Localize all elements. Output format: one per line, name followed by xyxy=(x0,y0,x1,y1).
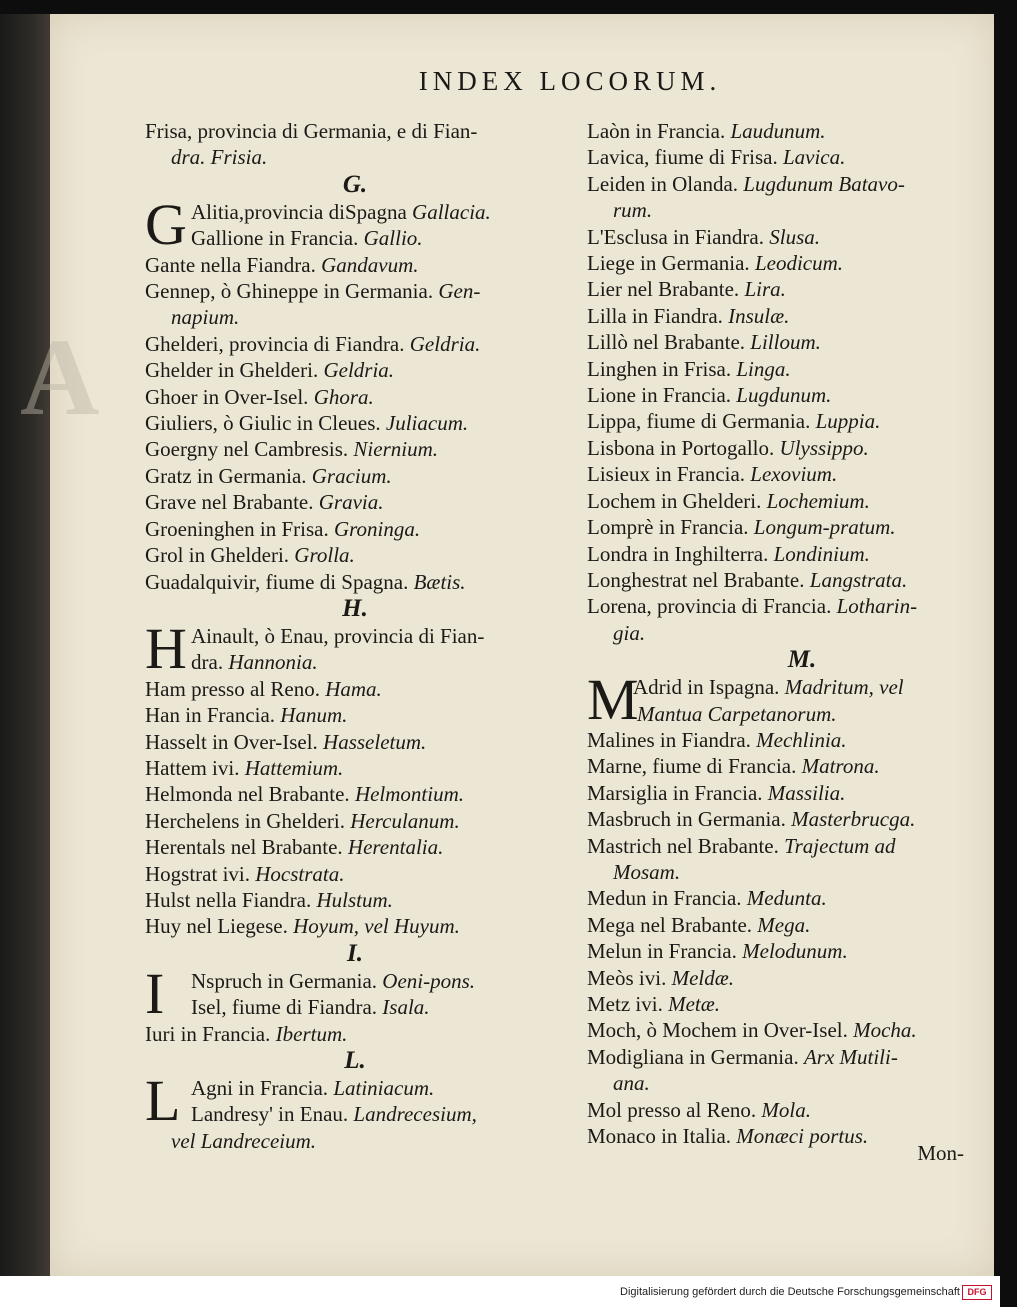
latin-name: Linga. xyxy=(736,356,791,381)
latin-name: Gallio. xyxy=(363,226,423,251)
place-name: Gallione in Francia. xyxy=(191,226,364,251)
index-entry xyxy=(587,885,1017,911)
dfg-logo: DFG xyxy=(962,1285,992,1300)
index-entry xyxy=(145,569,565,595)
latin-name: Medunta. xyxy=(746,886,827,911)
place-name: Helmonda nel Brabante. xyxy=(145,782,355,807)
latin-name: Landrecesium, xyxy=(353,1102,477,1127)
place-name: Lavica, fiume di Frisa. xyxy=(587,145,783,170)
index-entry xyxy=(145,887,565,913)
latin-name: Mosam. xyxy=(613,859,681,884)
place-name: Hasselt in Over-Isel. xyxy=(145,729,324,754)
index-entry xyxy=(587,541,1017,567)
index-entry xyxy=(587,303,1017,329)
latin-name: Lochemium. xyxy=(766,488,870,513)
place-name: Guadalquivir, fiume di Spagna. xyxy=(145,569,414,594)
index-entry xyxy=(587,1017,1017,1043)
index-entry xyxy=(145,623,565,649)
index-entry xyxy=(587,171,1017,197)
index-entry xyxy=(587,780,1017,806)
index-entry xyxy=(145,808,565,834)
latin-name: Massilia. xyxy=(767,780,846,805)
latin-name: vel Landreceium. xyxy=(171,1128,317,1153)
place-name: Hogstrat ivi. xyxy=(145,861,256,886)
place-name: Liege in Germania. xyxy=(587,251,755,276)
place-name: Leiden in Olanda. xyxy=(587,171,744,196)
place-name: Agni in Francia. xyxy=(191,1076,334,1100)
place-name: Linghen in Frisa. xyxy=(587,356,737,381)
latin-name: Geldria. xyxy=(409,331,481,356)
index-entry xyxy=(145,755,565,781)
place-name: Lorena, provincia di Francia. xyxy=(587,594,837,619)
place-name: Lione in Francia. xyxy=(587,383,737,408)
place-name: Lisieux in Francia. xyxy=(587,462,751,487)
place-name: Grol in Ghelderi. xyxy=(145,543,295,568)
latin-name: Hama. xyxy=(325,676,382,701)
latin-name: Ghora. xyxy=(313,384,374,409)
index-entry xyxy=(587,938,1017,964)
place-name: Melun in Francia. xyxy=(587,939,743,964)
section-letter: G. xyxy=(342,170,368,198)
latin-name: Masterbrucga. xyxy=(791,807,916,832)
latin-name: Gallacia. xyxy=(412,199,491,224)
latin-name: Hanum. xyxy=(280,703,348,728)
index-entry xyxy=(587,224,1017,250)
index-entry xyxy=(145,252,565,278)
latin-name: Hocstrata. xyxy=(255,861,345,886)
latin-name: Meldæ. xyxy=(671,965,734,990)
index-entry xyxy=(587,965,1017,991)
index-entry xyxy=(145,994,565,1020)
latin-name: Mola. xyxy=(761,1097,811,1122)
index-entry-continuation xyxy=(145,1128,565,1154)
index-entry xyxy=(587,514,1017,540)
index-entry xyxy=(145,516,565,542)
place-name: Han in Francia. xyxy=(145,703,281,728)
index-entry xyxy=(587,276,1017,302)
place-name: Lomprè in Francia. xyxy=(587,515,754,540)
place-name: Marsiglia in Francia. xyxy=(587,780,768,805)
latin-name: Hoyum, vel Huyum. xyxy=(293,914,460,939)
latin-name: Bætis. xyxy=(413,569,466,594)
index-entry-continuation xyxy=(145,304,565,330)
place-name: Ham presso al Reno. xyxy=(145,676,326,701)
index-entry-continuation xyxy=(587,197,1017,223)
latin-name: Gravia. xyxy=(318,490,384,515)
index-entry xyxy=(587,250,1017,276)
index-entry xyxy=(145,1021,565,1047)
latin-name: Mantua Carpetanorum. xyxy=(637,701,837,726)
latin-name: Isala. xyxy=(382,995,430,1020)
index-entry xyxy=(145,1075,565,1101)
place-name: Adrid in Ispagna. xyxy=(633,675,785,700)
place-name: Goergny nel Cambresis. xyxy=(145,437,354,462)
place-name: Modigliana in Germania. xyxy=(587,1044,804,1069)
latin-name: Langstrata. xyxy=(809,567,908,592)
place-name: Ghelder in Ghelderi. xyxy=(145,358,324,383)
latin-name: Lotharin- xyxy=(836,594,918,619)
index-entry xyxy=(145,834,565,860)
latin-name: Arx Mutili- xyxy=(803,1044,898,1069)
latin-name: Melodunum. xyxy=(742,939,848,964)
latin-name: Lugdunum. xyxy=(736,383,832,408)
page-header: INDEX LOCORUM. xyxy=(418,66,722,96)
index-entry xyxy=(587,674,1017,700)
latin-name: Gen- xyxy=(438,279,481,304)
latin-name: Monæci portus. xyxy=(736,1124,869,1149)
index-entry-continuation xyxy=(587,620,1017,646)
place-name: Lier nel Brabante. xyxy=(587,277,745,302)
index-entry xyxy=(145,410,565,436)
place-name: Giuliers, ò Giulic in Cleues. xyxy=(145,411,386,436)
latin-name: Longum-pratum. xyxy=(753,515,896,540)
section-letter: I. xyxy=(347,939,363,967)
latin-name: Matrona. xyxy=(801,754,880,779)
index-entry xyxy=(145,357,565,383)
place-name: Monaco in Italia. xyxy=(587,1124,737,1149)
place-name: Landresy' in Enau. xyxy=(191,1102,354,1127)
place-name: Metz ivi. xyxy=(587,992,669,1016)
latin-name: Herculanum. xyxy=(350,808,460,833)
place-name: Gratz in Germania. xyxy=(145,463,312,488)
latin-name: dra. Frisia. xyxy=(171,145,268,170)
latin-name: Lavica. xyxy=(782,145,846,170)
place-name: Laòn in Francia. xyxy=(587,119,731,143)
latin-name: Hattemium. xyxy=(244,755,344,780)
latin-name: Hannonia. xyxy=(228,650,318,675)
index-entry xyxy=(145,331,565,357)
index-column-left xyxy=(145,118,565,1154)
place-name: Hulst nella Fiandra. xyxy=(145,887,317,912)
place-name: Moch, ò Mochem in Over-Isel. xyxy=(587,1018,854,1043)
place-name: Mega nel Brabante. xyxy=(587,912,758,937)
place-name: Lochem in Ghelderi. xyxy=(587,488,767,513)
latin-name: Lilloum. xyxy=(750,330,821,355)
place-name: Mastrich nel Brabante. xyxy=(587,833,785,858)
latin-name: Mega. xyxy=(757,912,811,937)
place-name: Malines in Fiandra. xyxy=(587,727,757,752)
index-entry xyxy=(145,702,565,728)
place-name: Longhestrat nel Brabante. xyxy=(587,567,810,592)
index-entry xyxy=(587,567,1017,593)
latin-name: Lira. xyxy=(744,277,786,302)
index-entry xyxy=(145,913,565,939)
latin-name: Metæ. xyxy=(668,992,720,1016)
latin-name: Lexovium. xyxy=(750,462,838,487)
index-entry xyxy=(587,118,1017,144)
index-entry xyxy=(587,329,1017,355)
place-name: Lippa, fiume di Germania. xyxy=(587,409,816,434)
index-entry xyxy=(587,593,1017,619)
section-letter: M. xyxy=(787,646,817,674)
drop-cap: I xyxy=(145,960,165,1026)
index-entry xyxy=(145,225,565,251)
index-entry xyxy=(587,727,1017,753)
catchword: Mon- xyxy=(917,1141,964,1165)
index-entry xyxy=(587,833,1017,859)
book-page xyxy=(20,14,994,1276)
place-name: Frisa, provincia di Germania, e di Fian- xyxy=(145,119,478,143)
latin-name: Ulyssippo. xyxy=(779,435,869,460)
drop-cap: L xyxy=(145,1068,181,1133)
drop-cap: G xyxy=(145,191,187,257)
place-name: L'Esclusa in Fiandra. xyxy=(587,224,770,249)
index-entry xyxy=(587,806,1017,832)
section-letter: H. xyxy=(342,594,368,622)
index-entry xyxy=(145,118,565,144)
place-name: Mol presso al Reno. xyxy=(587,1097,762,1122)
index-entry-continuation xyxy=(587,1070,1017,1096)
index-entry-continuation xyxy=(145,144,565,170)
place-name: Herentals nel Brabante. xyxy=(145,835,348,860)
latin-name: napium. xyxy=(171,305,240,330)
place-name: Lisbona in Portogallo. xyxy=(587,435,780,460)
latin-name: Luppia. xyxy=(815,409,881,434)
index-entry xyxy=(587,461,1017,487)
latin-name: Latiniacum. xyxy=(333,1076,435,1100)
place-name: dra. xyxy=(191,650,229,675)
index-entry xyxy=(587,1097,1017,1123)
latin-name: Slusa. xyxy=(769,224,821,249)
book-binding xyxy=(0,14,50,1276)
latin-name: Grolla. xyxy=(294,543,355,568)
index-entry xyxy=(587,488,1017,514)
digitization-footer xyxy=(0,1276,1000,1307)
latin-name: Groninga. xyxy=(333,516,421,541)
latin-name: Niernium. xyxy=(353,437,439,462)
place-name: Lilla in Fiandra. xyxy=(587,303,729,328)
index-entry xyxy=(145,542,565,568)
place-name: Lillò nel Brabante. xyxy=(587,330,751,355)
latin-name: Geldria. xyxy=(323,358,395,383)
latin-name: Gandavum. xyxy=(321,252,419,277)
index-entry xyxy=(145,729,565,755)
index-entry xyxy=(145,1101,565,1127)
index-column-right xyxy=(587,118,1017,1149)
place-name: Nspruch in Germania. xyxy=(191,968,383,993)
index-entry xyxy=(587,382,1017,408)
place-name: Huy nel Liegese. xyxy=(145,914,294,939)
latin-name: Juliacum. xyxy=(385,411,469,436)
latin-name: ana. xyxy=(613,1071,650,1096)
bleed-through-letter: A xyxy=(20,316,100,438)
latin-name: Trajectum ad xyxy=(784,833,896,858)
index-entry xyxy=(145,676,565,702)
index-entry-continuation xyxy=(587,859,1017,885)
index-entry xyxy=(145,278,565,304)
latin-name: Leodicum. xyxy=(754,251,844,276)
latin-name: Laudunum. xyxy=(730,119,826,143)
place-name: Alitia,provincia diSpagna xyxy=(191,199,413,224)
latin-name: Insulæ. xyxy=(728,303,790,328)
index-entry xyxy=(587,435,1017,461)
latin-name: Lugdunum Batavo- xyxy=(743,171,905,196)
place-name: Groeninghen in Frisa. xyxy=(145,516,334,541)
latin-name: Oeni-pons. xyxy=(382,968,476,993)
index-entry xyxy=(145,968,565,994)
section-letter: L. xyxy=(344,1047,366,1074)
latin-name: gia. xyxy=(613,620,646,645)
latin-name: rum. xyxy=(613,198,653,223)
place-name: Gennep, ò Ghineppe in Germania. xyxy=(145,279,439,304)
latin-name: Hasseletum. xyxy=(323,729,427,754)
place-name: Medun in Francia. xyxy=(587,886,747,911)
latin-name: Mechlinia. xyxy=(756,727,847,752)
index-entry xyxy=(587,408,1017,434)
latin-name: Hulstum. xyxy=(316,887,393,912)
index-entry xyxy=(145,861,565,887)
place-name: Londra in Inghilterra. xyxy=(587,541,774,566)
index-entry xyxy=(145,436,565,462)
index-entry xyxy=(587,356,1017,382)
drop-cap: H xyxy=(145,615,187,681)
latin-name: Mocha. xyxy=(853,1018,917,1043)
place-name: Grave nel Brabante. xyxy=(145,490,319,515)
index-entry xyxy=(587,912,1017,938)
drop-cap: M xyxy=(587,667,639,733)
place-name: Ghelderi, provincia di Fiandra. xyxy=(145,331,410,356)
index-entry xyxy=(587,991,1017,1017)
place-name: Meòs ivi. xyxy=(587,965,672,990)
footer-credit: Digitalisierung gefördert durch die Deutsche Forschungsgemeinschaft xyxy=(620,1286,960,1298)
index-entry xyxy=(587,144,1017,170)
index-entry xyxy=(145,781,565,807)
index-entry xyxy=(587,753,1017,779)
place-name: Ghoer in Over-Isel. xyxy=(145,384,314,409)
latin-name: Herentalia. xyxy=(347,835,444,860)
place-name: Iuri in Francia. xyxy=(145,1021,276,1046)
index-entry-continuation xyxy=(587,701,1017,727)
place-name: Ainault, ò Enau, provincia di Fian- xyxy=(191,623,485,648)
place-name: Marne, fiume di Francia. xyxy=(587,754,802,779)
latin-name: Helmontium. xyxy=(354,782,465,807)
latin-name: Ibertum. xyxy=(275,1021,348,1046)
index-entry xyxy=(145,649,565,675)
place-name: Isel, fiume di Fiandra. xyxy=(191,995,383,1020)
index-entry xyxy=(145,384,565,410)
place-name: Herchelens in Ghelderi. xyxy=(145,808,351,833)
place-name: Masbruch in Germania. xyxy=(587,807,792,832)
place-name: Hattem ivi. xyxy=(145,755,245,780)
index-entry xyxy=(145,489,565,515)
latin-name: Londinium. xyxy=(773,541,870,566)
latin-name: Gracium. xyxy=(311,463,392,488)
index-entry xyxy=(587,1044,1017,1070)
place-name: Gante nella Fiandra. xyxy=(145,252,322,277)
index-entry xyxy=(145,463,565,489)
latin-name: Madritum, vel xyxy=(784,675,904,700)
index-entry xyxy=(145,199,565,225)
